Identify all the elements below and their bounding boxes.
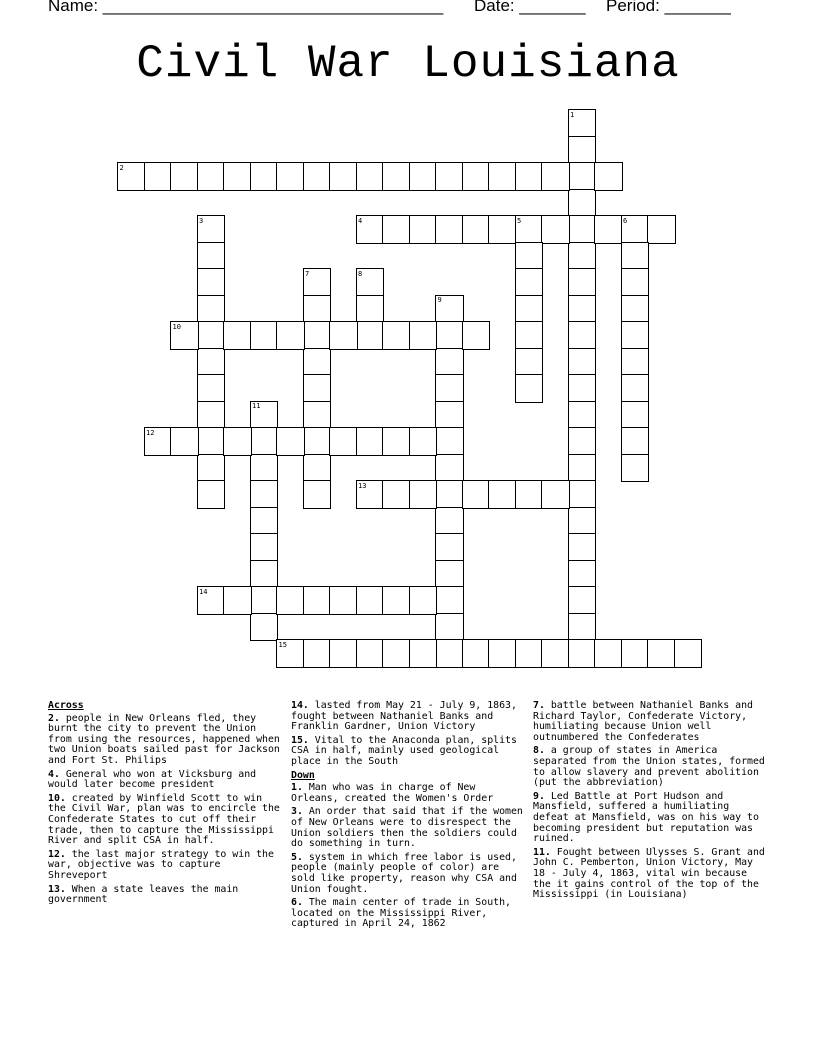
clue-item-text: lasted from May 21 - July 9, 1863, fought between Nathaniel Banks and Franklin Gardner, Union Victory: [291, 700, 517, 733]
clue-item: [291, 736, 523, 768]
crossword-cell[interactable]: [356, 586, 385, 615]
clue-item: [48, 850, 280, 882]
crossword-cell[interactable]: [515, 295, 544, 324]
crossword-cell[interactable]: [250, 560, 279, 589]
crossword-cell[interactable]: [568, 401, 597, 430]
crossword-cell[interactable]: [568, 613, 597, 642]
clue-item-number: 7.: [533, 700, 545, 711]
clue-item-text: system in which free labor is used, people (mainly people of color) are sold like property, reason why CSA and Union fought.: [291, 851, 517, 895]
clue-item-text: a group of states in America separated from the Union states, formed to allow slavery and prevent abolition (put the abbreviation): [533, 745, 765, 789]
clue-item: [533, 746, 765, 788]
crossword-cell[interactable]: [435, 162, 464, 191]
crossword-cell[interactable]: [647, 215, 676, 244]
crossword-cell[interactable]: [197, 295, 226, 324]
crossword-cell[interactable]: [356, 162, 385, 191]
clue-number-6: 6: [623, 216, 628, 225]
crossword-cell[interactable]: [250, 586, 279, 615]
clue-item-number: 5.: [291, 851, 303, 863]
crossword-cell[interactable]: [197, 454, 226, 483]
crossword-cell[interactable]: [329, 586, 358, 615]
crossword-cell[interactable]: [515, 242, 544, 271]
crossword-cell[interactable]: [435, 374, 464, 403]
crossword-cell[interactable]: [462, 480, 491, 509]
crossword-cell[interactable]: [435, 533, 464, 562]
crossword-cell[interactable]: [276, 427, 305, 456]
crossword-cell[interactable]: [329, 321, 358, 350]
clue-item-number: 2.: [48, 712, 60, 724]
crossword-cell[interactable]: [435, 613, 464, 642]
crossword-cell[interactable]: [515, 321, 544, 350]
crossword-cell[interactable]: [488, 480, 517, 509]
clue-item-text: battle between Nathaniel Banks and Richard Taylor, Confederate Victory, humiliating because Union well outnumbered the Confederates: [533, 700, 753, 743]
crossword-cell[interactable]: [197, 242, 226, 271]
crossword-cell[interactable]: [144, 427, 173, 456]
crossword-cell[interactable]: [382, 586, 411, 615]
crossword-cell[interactable]: [197, 348, 226, 377]
crossword-cell[interactable]: [621, 454, 650, 483]
crossword-cell[interactable]: [568, 321, 597, 350]
clue-item: [291, 898, 523, 930]
clue-number-15: 15: [278, 640, 287, 649]
crossword-cell[interactable]: [170, 162, 199, 191]
crossword-cell[interactable]: [435, 401, 464, 430]
clue-item-number: 15.: [291, 734, 309, 746]
clue-item: [291, 783, 523, 804]
clue-item: [291, 807, 523, 849]
crossword-cell[interactable]: [515, 480, 544, 509]
crossword-cell[interactable]: [462, 321, 491, 350]
crossword-cell[interactable]: [223, 427, 252, 456]
crossword-cell[interactable]: [303, 427, 332, 456]
crossword-cell[interactable]: [356, 480, 385, 509]
clue-item-text: The main center of trade in South, located on the Mississippi River, captured in April 24, 1862: [291, 897, 511, 930]
crossword-cell[interactable]: [197, 215, 226, 244]
crossword-cell[interactable]: [303, 454, 332, 483]
crossword-cell[interactable]: [541, 480, 570, 509]
clue-item: [48, 794, 280, 847]
clue-item: [533, 792, 765, 845]
clues-column-1: [48, 701, 280, 909]
clue-item-number: 12.: [48, 848, 66, 860]
crossword-cell[interactable]: [409, 480, 438, 509]
crossword-cell[interactable]: [382, 162, 411, 191]
clue-item-text: created by Winfield Scott to win the Civil War, plan was to encircle the Confederate States to cut off their trade, then to capture the Mississippi River and split CSA in half.: [48, 792, 280, 847]
crossword-cell[interactable]: [197, 162, 226, 191]
crossword-cell[interactable]: [568, 109, 597, 138]
crossword-cell[interactable]: [250, 533, 279, 562]
crossword-cell[interactable]: [621, 427, 650, 456]
clue-item-text: An order that said that if the women of New Orleans were to disrespect the Union soldiers then the soldiers could do something in turn.: [291, 806, 523, 850]
crossword-cell[interactable]: [329, 162, 358, 191]
crossword-cell[interactable]: [462, 215, 491, 244]
crossword-cell[interactable]: [409, 427, 438, 456]
crossword-cell[interactable]: [435, 586, 464, 615]
crossword-cell[interactable]: [568, 215, 597, 244]
crossword-cell[interactable]: [276, 162, 305, 191]
crossword-cell[interactable]: [303, 348, 332, 377]
crossword-cell[interactable]: [382, 215, 411, 244]
crossword-cell[interactable]: [462, 162, 491, 191]
date-field-label: Date: _______: [474, 0, 586, 15]
clue-item-text: Vital to the Anaconda plan, splits CSA in half, mainly used geological place in the South: [291, 734, 517, 767]
crossword-cell[interactable]: [303, 268, 332, 297]
crossword-cell[interactable]: [568, 427, 597, 456]
crossword-cell[interactable]: [409, 162, 438, 191]
crossword-cell[interactable]: [382, 321, 411, 350]
clue-item-number: 13.: [48, 883, 66, 895]
crossword-cell[interactable]: [541, 639, 570, 668]
crossword-cell[interactable]: [515, 374, 544, 403]
crossword-cell[interactable]: [356, 427, 385, 456]
crossword-cell[interactable]: [250, 507, 279, 536]
crossword-cell[interactable]: [621, 242, 650, 271]
clue-number-11: 11: [252, 402, 261, 410]
crossword-cell[interactable]: [621, 268, 650, 297]
crossword-cell[interactable]: [435, 639, 464, 668]
crossword-cell[interactable]: [568, 454, 597, 483]
crossword-cell[interactable]: [144, 162, 173, 191]
clue-number-2: 2: [119, 163, 124, 172]
crossword-cell[interactable]: [435, 295, 464, 324]
crossword-cell[interactable]: [197, 427, 226, 456]
crossword-cell[interactable]: [409, 215, 438, 244]
crossword-cell[interactable]: [303, 586, 332, 615]
clue-item-text: General who won at Vicksburg and would later become president: [48, 768, 257, 791]
clue-item-number: 4.: [48, 768, 60, 780]
crossword-cell[interactable]: [303, 295, 332, 324]
crossword-cell[interactable]: [276, 321, 305, 350]
crossword-cell[interactable]: [409, 639, 438, 668]
crossword-cell[interactable]: [435, 321, 464, 350]
down-heading: Down: [291, 769, 315, 781]
crossword-cell[interactable]: [594, 162, 623, 191]
crossword-cell[interactable]: [568, 136, 597, 165]
clue-item-number: 10.: [48, 792, 66, 804]
clue-item-text: Led Battle at Port Hudson and Mansfield, suffered a humiliating defeat at Mansfield, was on his way to becoming president but reputation was ruined.: [533, 790, 759, 845]
crossword-cell[interactable]: [435, 560, 464, 589]
crossword-cell[interactable]: [568, 348, 597, 377]
crossword-cell[interactable]: [568, 162, 597, 191]
crossword-cell[interactable]: [250, 162, 279, 191]
clue-item: [533, 701, 765, 743]
clue-item: [48, 885, 280, 906]
crossword-cell[interactable]: [223, 321, 252, 350]
crossword-cell[interactable]: [356, 639, 385, 668]
clue-item: [48, 714, 280, 767]
crossword-cell[interactable]: [515, 639, 544, 668]
clue-number-12: 12: [146, 428, 155, 437]
crossword-cell[interactable]: [541, 215, 570, 244]
period-field-label: Period: _______: [606, 0, 731, 15]
crossword-cell[interactable]: [276, 639, 305, 668]
crossword-cell[interactable]: [303, 374, 332, 403]
clue-number-3: 3: [199, 216, 204, 225]
crossword-cell[interactable]: [329, 639, 358, 668]
crossword-cell[interactable]: [197, 480, 226, 509]
crossword-cell[interactable]: [303, 401, 332, 430]
crossword-cell[interactable]: [568, 374, 597, 403]
clue-number-8: 8: [358, 269, 363, 278]
crossword-cell[interactable]: [462, 639, 491, 668]
across-heading: Across: [48, 700, 84, 711]
clue-item-number: 3.: [291, 806, 303, 818]
crossword-cell[interactable]: [488, 162, 517, 191]
crossword-cell[interactable]: [621, 374, 650, 403]
page-title: Civil War Louisiana: [136, 38, 680, 90]
crossword-cell[interactable]: [621, 639, 650, 668]
clue-number-9: 9: [437, 296, 442, 304]
crossword-cell[interactable]: [250, 613, 279, 642]
crossword-cell[interactable]: [435, 215, 464, 244]
crossword-cell[interactable]: [488, 215, 517, 244]
crossword-cell[interactable]: [621, 295, 650, 324]
clue-item-number: 11.: [533, 846, 551, 858]
crossword-cell[interactable]: [250, 480, 279, 509]
crossword-cell[interactable]: [435, 348, 464, 377]
crossword-cell[interactable]: [303, 162, 332, 191]
crossword-cell[interactable]: [170, 321, 199, 350]
crossword-cell[interactable]: [621, 321, 650, 350]
clue-item-text: the last major strategy to win the war, objective was to capture Shreveport: [48, 848, 274, 881]
crossword-cell[interactable]: [409, 586, 438, 615]
crossword-cell[interactable]: [356, 321, 385, 350]
crossword-cell[interactable]: [276, 586, 305, 615]
crossword-cell[interactable]: [223, 586, 252, 615]
clue-number-5: 5: [517, 216, 522, 225]
clue-item-text: Fought between Ulysses S. Grant and John C. Pemberton, Union Victory, May 18 - July 4, 1863, vital win because the it gains control of the top of the Mississippi (in Louisiana): [533, 846, 765, 901]
crossword-cell[interactable]: [197, 586, 226, 615]
crossword-cell[interactable]: [594, 215, 623, 244]
crossword-cell[interactable]: [515, 268, 544, 297]
clue-item-text: When a state leaves the main government: [48, 883, 239, 906]
crossword-cell[interactable]: [647, 639, 676, 668]
crossword-cell[interactable]: [435, 507, 464, 536]
clue-item-number: 14.: [291, 700, 309, 711]
crossword-cell[interactable]: [250, 401, 279, 430]
crossword-cell[interactable]: [382, 639, 411, 668]
crossword-cell[interactable]: [197, 321, 226, 350]
crossword-cell[interactable]: [409, 321, 438, 350]
crossword-cell[interactable]: [568, 533, 597, 562]
crossword-cell[interactable]: [621, 215, 650, 244]
crossword-cell[interactable]: [568, 560, 597, 589]
crossword-cell[interactable]: [568, 639, 597, 668]
clue-item-number: 1.: [291, 782, 303, 794]
crossword-cell[interactable]: [568, 586, 597, 615]
clue-number-13: 13: [358, 481, 367, 490]
clue-item-text: people in New Orleans fled, they burnt the city to prevent the Union from using the resources, happened when two Union boats sailed past for Jackson and Fort St. Philips: [48, 712, 280, 766]
crossword-cell[interactable]: [568, 480, 597, 509]
crossword-cell[interactable]: [250, 427, 279, 456]
crossword-cell[interactable]: [568, 295, 597, 324]
crossword-cell[interactable]: [303, 639, 332, 668]
clue-item-number: 6.: [291, 897, 303, 909]
crossword-cell[interactable]: [250, 454, 279, 483]
name-field-label: Name: ____________________________________: [48, 0, 444, 15]
crossword-cell[interactable]: [515, 348, 544, 377]
crossword-cell[interactable]: [197, 401, 226, 430]
crossword-cell[interactable]: [250, 321, 279, 350]
clue-item-text: Man who was in charge of New Orleans, created the Women's Order: [291, 782, 494, 804]
clue-item: [291, 701, 523, 733]
clue-number-7: 7: [305, 269, 310, 278]
crossword-cell[interactable]: [170, 427, 199, 456]
clues-column-3: [533, 701, 765, 904]
clue-number-1: 1: [570, 110, 575, 119]
crossword-cell[interactable]: [356, 295, 385, 324]
crossword-cell[interactable]: [382, 480, 411, 509]
crossword-cell[interactable]: [568, 189, 597, 218]
clue-item: [48, 770, 280, 791]
crossword-cell[interactable]: [594, 639, 623, 668]
clue-item-number: 9.: [533, 790, 545, 802]
crossword-cell[interactable]: [568, 242, 597, 271]
crossword-cell[interactable]: [197, 268, 226, 297]
crossword-cell[interactable]: [674, 639, 703, 668]
clues-column-2: [291, 701, 523, 933]
crossword-cell[interactable]: [515, 215, 544, 244]
crossword-cell[interactable]: [515, 162, 544, 191]
crossword-cell[interactable]: [117, 162, 146, 191]
clue-number-4: 4: [358, 216, 363, 225]
crossword-cell[interactable]: [621, 401, 650, 430]
crossword-cell[interactable]: [621, 348, 650, 377]
clue-item: [533, 848, 765, 901]
clue-item: [291, 853, 523, 895]
crossword-cell[interactable]: [356, 215, 385, 244]
crossword-cell[interactable]: [435, 480, 464, 509]
crossword-cell[interactable]: [303, 321, 332, 350]
crossword-cell[interactable]: [568, 507, 597, 536]
crossword-cell[interactable]: [223, 162, 252, 191]
crossword-cell[interactable]: [197, 374, 226, 403]
clue-number-14: 14: [199, 587, 208, 596]
crossword-cell[interactable]: [382, 427, 411, 456]
clue-item-number: 8.: [533, 745, 545, 757]
crossword-cell[interactable]: [329, 427, 358, 456]
crossword-cell[interactable]: [356, 268, 385, 297]
clue-number-10: 10: [172, 322, 181, 331]
crossword-cell[interactable]: [435, 427, 464, 456]
crossword-cell[interactable]: [488, 639, 517, 668]
crossword-cell[interactable]: [435, 454, 464, 483]
crossword-cell[interactable]: [568, 268, 597, 297]
crossword-cell[interactable]: [303, 480, 332, 509]
crossword-cell[interactable]: [541, 162, 570, 191]
